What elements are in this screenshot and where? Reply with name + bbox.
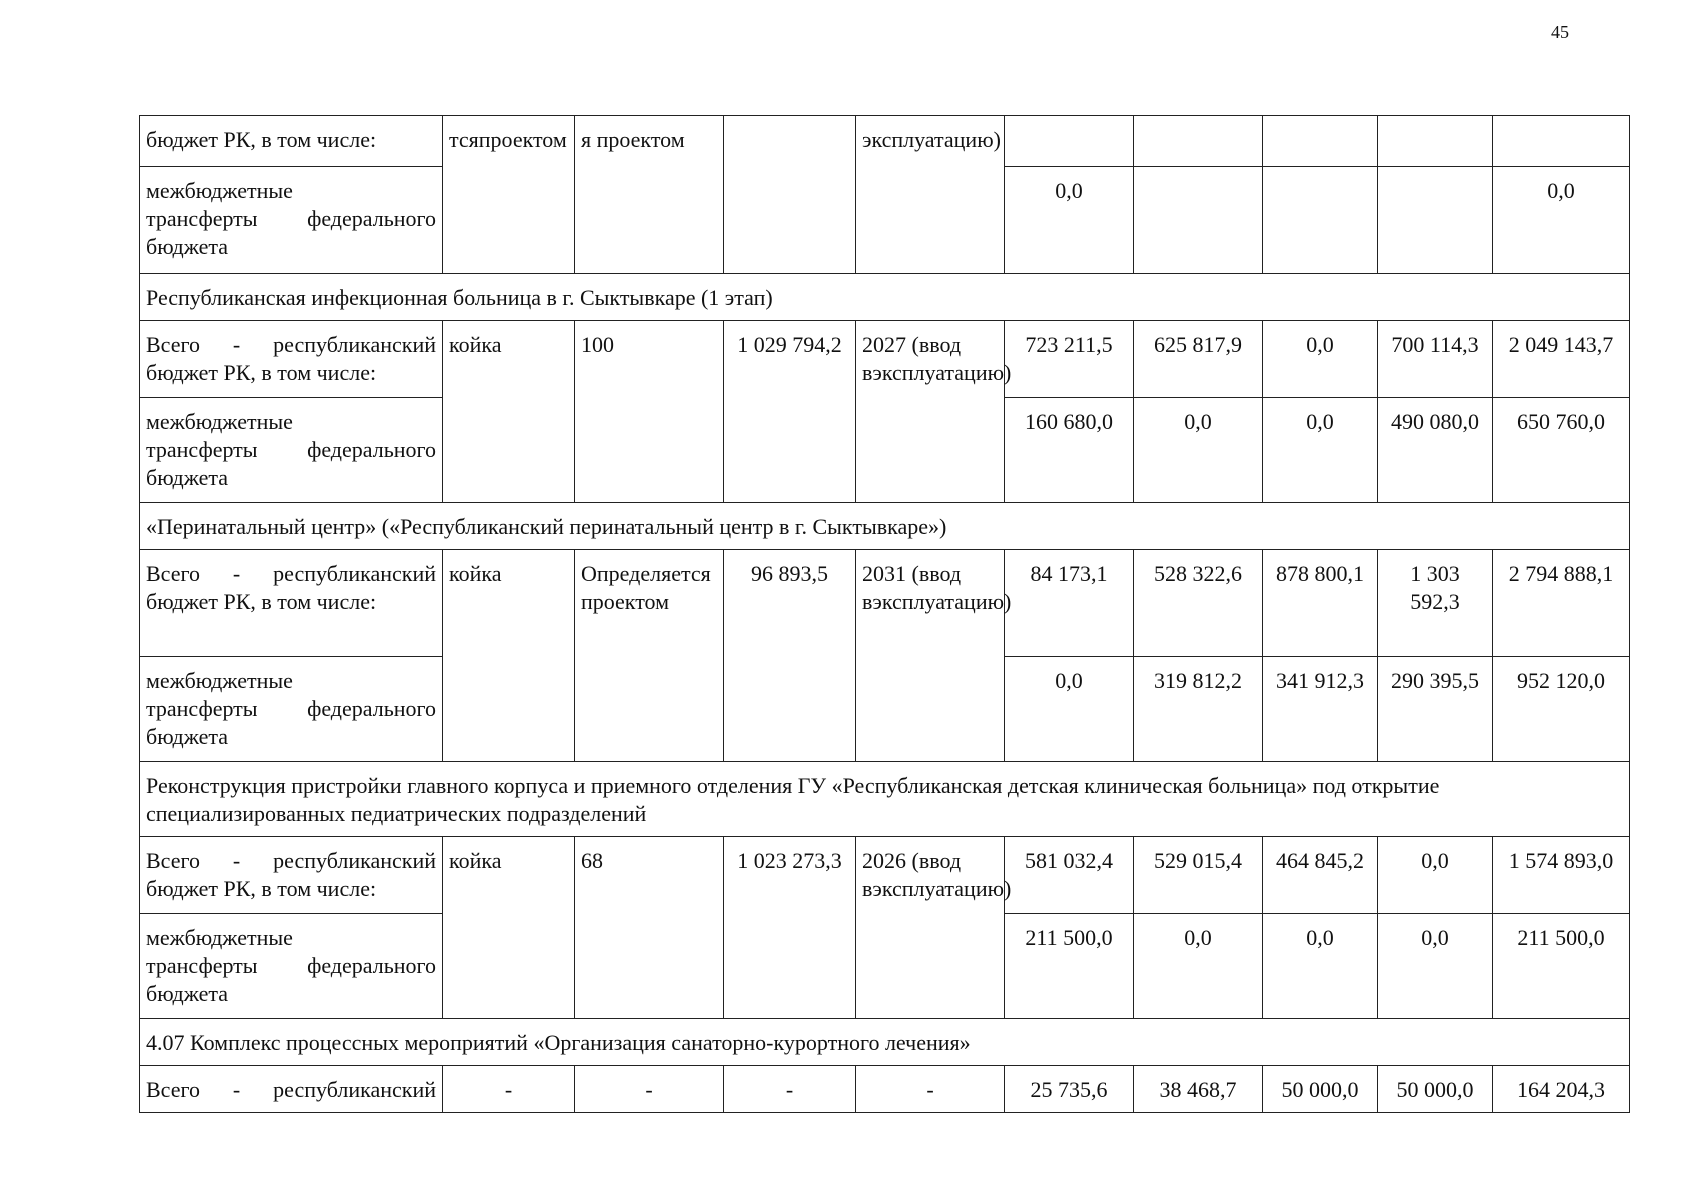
- row-label: Всего - республиканский бюджет РК, в том числе:: [140, 321, 443, 398]
- value-cell: 490 080,0: [1378, 398, 1493, 503]
- table-row: [140, 321, 1630, 398]
- value-cell: 0,0: [1134, 914, 1263, 1019]
- table-row: [140, 550, 1630, 657]
- unit-cell: койка: [443, 321, 575, 503]
- deadline-cell: 2027 (ввод вэксплуатацию): [856, 321, 1005, 503]
- value-cell: 0,0: [1263, 321, 1378, 398]
- value-cell: 160 680,0: [1005, 398, 1134, 503]
- cost-cell: 1 023 273,3: [724, 837, 856, 1019]
- value-cell: 0,0: [1378, 914, 1493, 1019]
- value-cell: 50 000,0: [1263, 1066, 1378, 1113]
- value-cell: 723 211,5: [1005, 321, 1134, 398]
- deadline-cell: эксплуатацию): [856, 116, 1005, 274]
- value-cell: 290 395,5: [1378, 657, 1493, 762]
- row-label: Всего - республиканский бюджет РК, в том числе:: [140, 550, 443, 657]
- value-cell: [1134, 116, 1263, 167]
- value-cell: 529 015,4: [1134, 837, 1263, 914]
- value-cell: [1263, 116, 1378, 167]
- budget-table: [139, 115, 1630, 1113]
- value-cell: 581 032,4: [1005, 837, 1134, 914]
- value-cell: 0,0: [1005, 657, 1134, 762]
- deadline-cell: 2031 (ввод вэксплуатацию): [856, 550, 1005, 762]
- section-heading-row: [140, 762, 1630, 837]
- capacity-cell: 68: [575, 837, 724, 1019]
- table-row: [140, 116, 1630, 167]
- value-cell: [1378, 116, 1493, 167]
- value-cell: 38 468,7: [1134, 1066, 1263, 1113]
- total-cell: 952 120,0: [1493, 657, 1630, 762]
- section-title: Республиканская инфекционная больница в г. Сыктывкаре (1 этап): [140, 274, 1630, 321]
- value-cell: [1005, 116, 1134, 167]
- total-cell: 650 760,0: [1493, 398, 1630, 503]
- row-label: межбюджетные трансферты федерального бюджета: [140, 398, 443, 503]
- row-label: бюджет РК, в том числе:: [140, 116, 443, 167]
- value-cell: 0,0: [1378, 837, 1493, 914]
- capacity-cell: 100: [575, 321, 724, 503]
- value-cell: [1263, 167, 1378, 274]
- capacity-cell: Определяется проектом: [575, 550, 724, 762]
- page-number: 45: [1551, 22, 1569, 42]
- section-title: 4.07 Комплекс процессных мероприятий «Организация санаторно-курортного лечения»: [140, 1019, 1630, 1066]
- total-cell: 211 500,0: [1493, 914, 1630, 1019]
- value-cell: 50 000,0: [1378, 1066, 1493, 1113]
- unit-cell: тсяпроектом: [443, 116, 575, 274]
- row-label: межбюджетные трансферты федерального бюджета: [140, 657, 443, 762]
- value-cell: [1134, 167, 1263, 274]
- total-cell: 1 574 893,0: [1493, 837, 1630, 914]
- row-label: межбюджетные трансферты федерального бюджета: [140, 914, 443, 1019]
- value-cell: 0,0: [1134, 398, 1263, 503]
- section-heading-row: [140, 274, 1630, 321]
- value-cell: 341 912,3: [1263, 657, 1378, 762]
- value-cell: 464 845,2: [1263, 837, 1378, 914]
- value-cell: [1493, 116, 1630, 167]
- value-cell: 0,0: [1263, 914, 1378, 1019]
- cost-cell: -: [724, 1066, 856, 1113]
- section-heading-row: [140, 503, 1630, 550]
- row-label: межбюджетные трансферты федерального бюджета: [140, 167, 443, 274]
- total-cell: 0,0: [1493, 167, 1630, 274]
- row-label: Всего - республиканский бюджет РК, в том числе:: [140, 837, 443, 914]
- capacity-cell: я проектом: [575, 116, 724, 274]
- cost-cell: [724, 116, 856, 274]
- value-cell: 84 173,1: [1005, 550, 1134, 657]
- value-cell: 528 322,6: [1134, 550, 1263, 657]
- cost-cell: 96 893,5: [724, 550, 856, 762]
- total-cell: 164 204,3: [1493, 1066, 1630, 1113]
- value-cell: 211 500,0: [1005, 914, 1134, 1019]
- cost-cell: 1 029 794,2: [724, 321, 856, 503]
- table-row: [140, 837, 1630, 914]
- value-cell: 0,0: [1005, 167, 1134, 274]
- value-cell: 700 114,3: [1378, 321, 1493, 398]
- deadline-cell: 2026 (ввод вэксплуатацию): [856, 837, 1005, 1019]
- section-heading-row: [140, 1019, 1630, 1066]
- section-title: «Перинатальный центр» («Республиканский перинатальный центр в г. Сыктывкаре»): [140, 503, 1630, 550]
- section-title: Реконструкция пристройки главного корпуса и приемного отделения ГУ «Республиканская детская клиническая больница» под открытие специализированных педиатрических подразделений: [140, 762, 1630, 837]
- capacity-cell: -: [575, 1066, 724, 1113]
- total-cell: 2 794 888,1: [1493, 550, 1630, 657]
- value-cell: 319 812,2: [1134, 657, 1263, 762]
- unit-cell: койка: [443, 837, 575, 1019]
- value-cell: 25 735,6: [1005, 1066, 1134, 1113]
- unit-cell: койка: [443, 550, 575, 762]
- row-label: Всего - республиканский: [140, 1066, 443, 1113]
- unit-cell: -: [443, 1066, 575, 1113]
- value-cell: [1378, 167, 1493, 274]
- deadline-cell: -: [856, 1066, 1005, 1113]
- value-cell: 878 800,1: [1263, 550, 1378, 657]
- value-cell: 625 817,9: [1134, 321, 1263, 398]
- total-cell: 2 049 143,7: [1493, 321, 1630, 398]
- value-cell: 0,0: [1263, 398, 1378, 503]
- value-cell: 1 303 592,3: [1378, 550, 1493, 657]
- table-row: [140, 1066, 1630, 1113]
